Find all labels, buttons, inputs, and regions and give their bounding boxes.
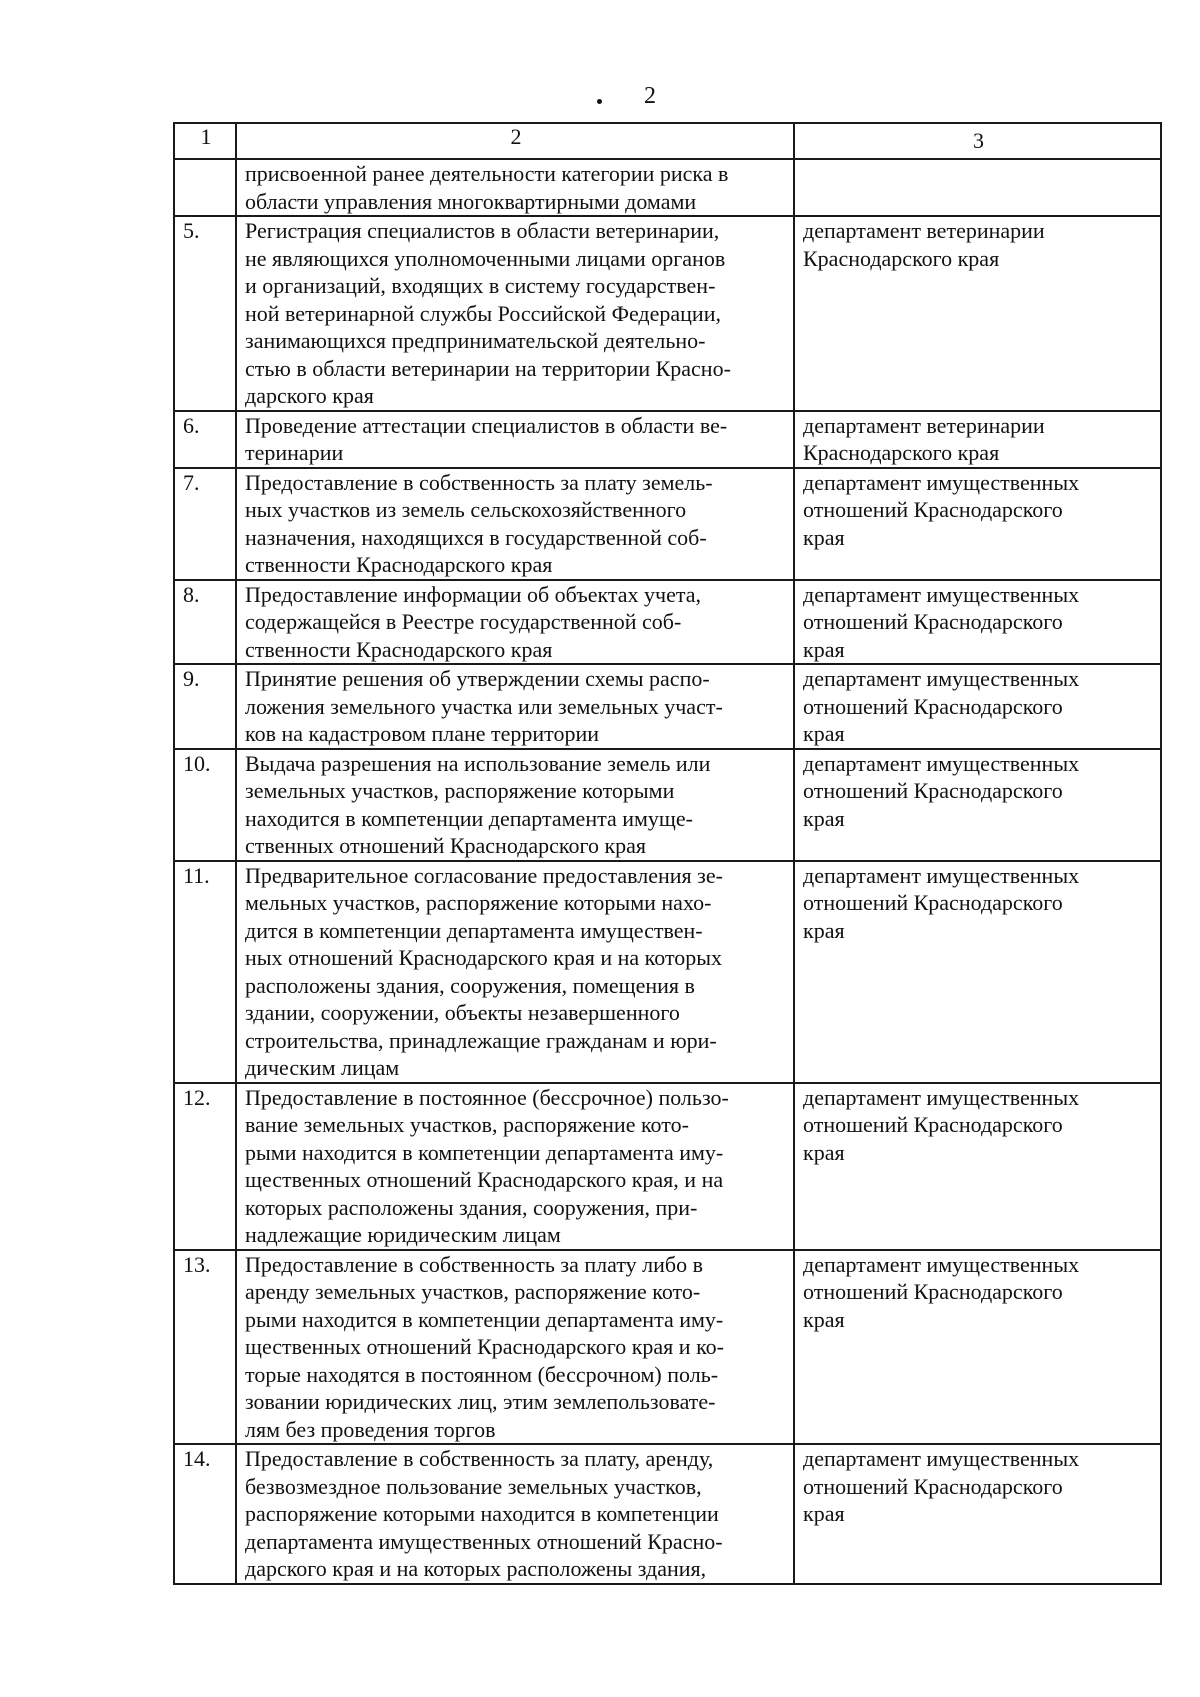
header-col-1: 1 [174,123,236,159]
row-number: 7. [174,468,236,580]
table-row [174,664,1161,749]
responsible-organization: департамент имущественных отношений Краснодарского края [794,1444,1161,1584]
table-row [174,1444,1161,1584]
row-number: 5. [174,216,236,411]
responsible-organization: департамент имущественных отношений Краснодарского края [794,1250,1161,1445]
page-number [0,82,1200,110]
service-description: Принятие решения об утверждении схемы распо- ложения земельного участка или земельных участ- ков на кадастровом плане территории [236,664,794,749]
table-row [174,1250,1161,1445]
row-number: 10. [174,749,236,861]
responsible-organization: департамент ветеринарии Краснодарского края [794,411,1161,468]
table-row [174,159,1161,216]
service-description: присвоенной ранее деятельности категории риска в области управления многоквартирными домами [236,159,794,216]
service-description: Предоставление в собственность за плату земель- ных участков из земель сельскохозяйственного назначения, находящихся в государственной соб- ственности Краснодарского края [236,468,794,580]
row-number: 13. [174,1250,236,1445]
header-col-3: 3 [794,123,1161,159]
table-row [174,749,1161,861]
responsible-organization: департамент ветеринарии Краснодарского края [794,216,1161,411]
table-row [174,468,1161,580]
responsible-organization [794,159,1161,216]
service-description: Предварительное согласование предоставления зе- мельных участков, распоряжение которыми нахо- дится в компетенции департамента имуществен- ных отношений Краснодарского края и на которых расположены здания, сооружения, помещения в здании, сооружении, объекты незавершенного строительства, принадлежащие гражданам и юри- дическим лицам [236,861,794,1083]
row-number: 6. [174,411,236,468]
row-number [174,159,236,216]
responsible-organization: департамент имущественных отношений Краснодарского края [794,1083,1161,1250]
service-description: Выдача разрешения на использование земель или земельных участков, распоряжение которыми находится в компетенции департамента имуще- ственных отношений Краснодарского края [236,749,794,861]
services-table [173,122,1162,1585]
row-number: 11. [174,861,236,1083]
scan-dot [597,99,602,104]
service-description: Предоставление в собственность за плату, аренду, безвозмездное пользование земельных участков, распоряжение которыми находится в компетенции департамента имущественных отношений Красно- дарского края и на которых расположены здания, [236,1444,794,1584]
responsible-organization: департамент имущественных отношений Краснодарского края [794,580,1161,665]
row-number: 12. [174,1083,236,1250]
table-header-row [174,123,1161,159]
responsible-organization: департамент имущественных отношений Краснодарского края [794,468,1161,580]
row-number: 8. [174,580,236,665]
row-number: 14. [174,1444,236,1584]
table-row [174,216,1161,411]
responsible-organization: департамент имущественных отношений Краснодарского края [794,749,1161,861]
service-description: Предоставление в собственность за плату либо в аренду земельных участков, распоряжение кото- рыми находится в компетенции департамента иму- щественных отношений Краснодарского края и ко- торые находятся в постоянном (бессрочном) поль- зовании юридических лиц, этим землепользовате- лям без проведения торгов [236,1250,794,1445]
page-number-text: 2 [644,83,656,109]
service-description: Проведение аттестации специалистов в области ве- теринарии [236,411,794,468]
service-description: Регистрация специалистов в области ветеринарии, не являющихся уполномоченными лицами органов и организаций, входящих в систему государствен- ной ветеринарной службы Российской Федерации, занимающихся предпринимательской деятельно- стью в области ветеринарии на территории Красно- дарского края [236,216,794,411]
header-col-2: 2 [236,123,794,159]
responsible-organization: департамент имущественных отношений Краснодарского края [794,664,1161,749]
table-row [174,580,1161,665]
table-row [174,861,1161,1083]
service-description: Предоставление информации об объектах учета, содержащейся в Реестре государственной соб- ственности Краснодарского края [236,580,794,665]
table-row [174,1083,1161,1250]
service-description: Предоставление в постоянное (бессрочное) пользо- вание земельных участков, распоряжение кото- рыми находится в компетенции департамента иму- щественных отношений Краснодарского края, и на которых расположены здания, сооружения, при- надлежащие юридическим лицам [236,1083,794,1250]
responsible-organization: департамент имущественных отношений Краснодарского края [794,861,1161,1083]
table-row [174,411,1161,468]
row-number: 9. [174,664,236,749]
